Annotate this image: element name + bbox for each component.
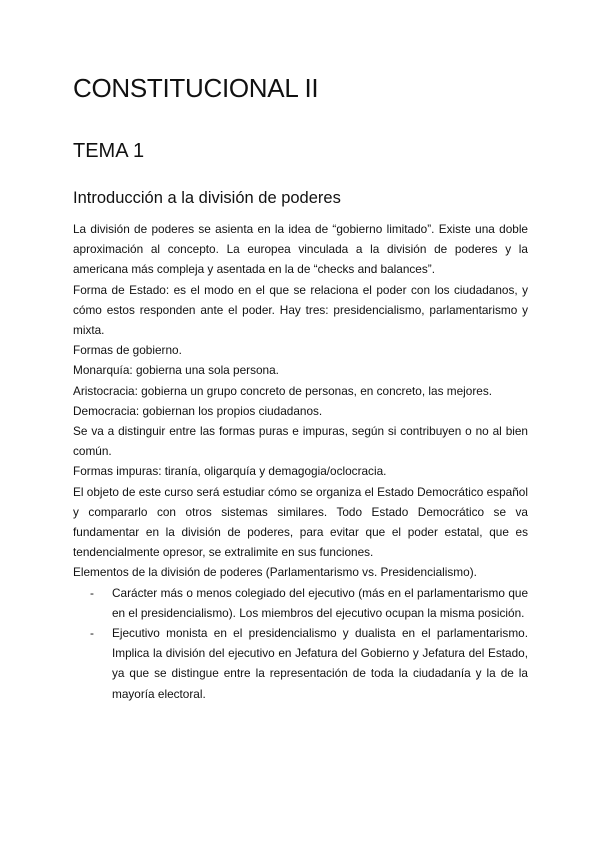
list-dash: - — [90, 626, 94, 641]
paragraph-objeto-curso: El objeto de este curso será estudiar cómo se organiza el Estado Democrático español y compararlo con otros sistemas similares. Todo Estado Democrático se va fundamentar en la división de poderes, para evitar que el poder estatal, que es tendencialmente opresor, se extralimite en sus funciones. — [73, 484, 528, 560]
paragraph-monarquia: Monarquía: gobierna una sola persona. — [73, 363, 279, 378]
list-item — [73, 623, 528, 704]
paragraph-elementos: Elementos de la división de poderes (Parlamentarismo vs. Presidencialismo). — [73, 565, 477, 580]
paragraph-forma-estado: Forma de Estado: es el modo en el que se relaciona el poder con los ciudadanos, y cómo estos responden ante el poder. Hay tres: presidencialismo, parlamentarismo y mixta. — [73, 282, 528, 338]
paragraph-aristocracia: Aristocracia: gobierna un grupo concreto de personas, en concreto, las mejores. — [73, 383, 493, 398]
chapter-heading: TEMA 1 — [73, 140, 145, 162]
section-heading: Introducción a la división de poderes — [73, 189, 341, 207]
list-item — [73, 583, 528, 623]
list-item-text: Carácter más o menos colegiado del ejecutivo (más en el parlamentarismo que en el presidencialismo). Los miembros del ejecutivo ocupan la misma posición. — [112, 585, 528, 620]
paragraph-formas-puras: Se va a distinguir entre las formas puras e impuras, según si contribuyen o no al bien común. — [73, 424, 528, 459]
document-title: CONSTITUCIONAL II — [73, 73, 319, 103]
paragraph-formas-impuras: Formas impuras: tiranía, oligarquía y demagogia/oclocracia. — [73, 464, 387, 479]
list-dash: - — [90, 585, 94, 600]
document-body — [73, 219, 528, 704]
list-item-text: Ejecutivo monista en el presidencialismo y dualista en el parlamentarismo. Implica la división del ejecutivo en Jefatura del Gobierno y Jefatura del Estado, ya que se distingue entre la representación de toda la ciudadanía y la de la mayoría electoral. — [112, 626, 528, 701]
paragraph-democracia: Democracia: gobiernan los propios ciudadanos. — [73, 403, 323, 418]
elements-list — [73, 583, 528, 704]
paragraph-intro: La división de poderes se asienta en la idea de “gobierno limitado”. Existe una doble aproximación al concepto. La europea vinculada a la división de poderes y la americana más compleja y asentada en la de “checks and balances”. — [73, 222, 528, 277]
paragraph-formas-gobierno: Formas de gobierno. — [73, 343, 182, 358]
